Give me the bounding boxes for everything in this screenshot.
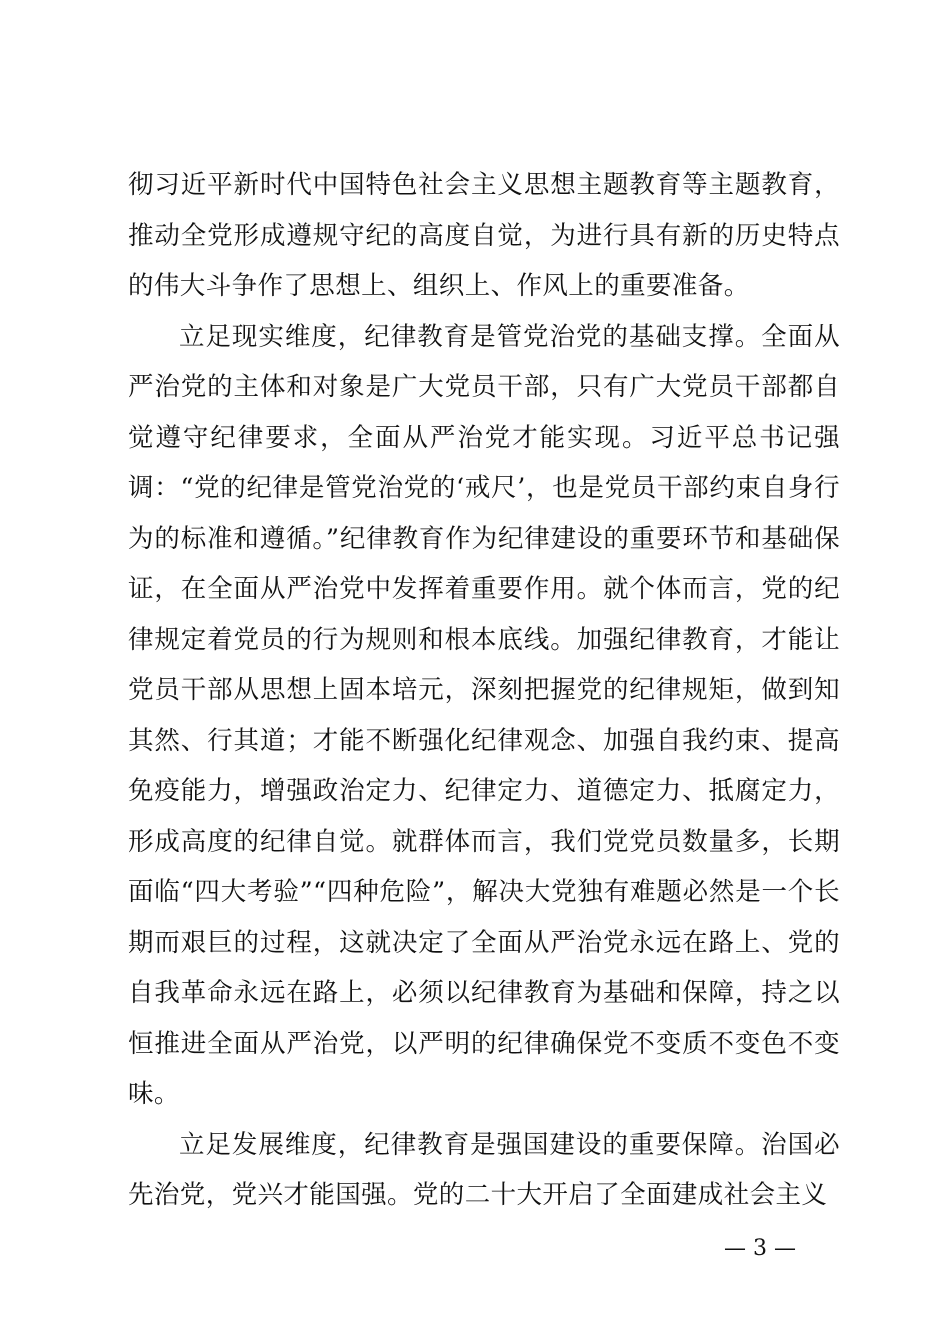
paragraph-continuation: 彻习近平新时代中国特色社会主义思想主题教育等主题教育，推动全党形成遵规守纪的高度自觉，为进行具有新的历史特点的伟大斗争作了思想上、组织上、作风上的重要准备。: [128, 170, 840, 301]
paragraph-development-dimension: 立足发展维度，纪律教育是强国建设的重要保障。治国必先治党，党兴才能国强。党的二十大开启了全面建成社会主义: [128, 1129, 840, 1210]
paragraph-reality-dimension: 立足现实维度，纪律教育是管党治党的基础支撑。全面从严治党的主体和对象是广大党员干部，只有广大党员干部都自觉遵守纪律要求，全面从严治党才能实现。习近平总书记强调：“党的纪律是管党治党的‘戒尺’，也是党员干部约束自身行为的标准和遵循。”纪律教育作为纪律建设的重要环节和基础保证，在全面从严治党中发挥着重要作用。就个体而言，党的纪律规定着党员的行为规则和根本底线。加强纪律教育，才能让党员干部从思想上固本培元，深刻把握党的纪律规矩，做到知其然、行其道；才能不断强化纪律观念、加强自我约束、提高免疫能力，增强政治定力、纪律定力、道德定力、抵腐定力，形成高度的纪律自觉。就群体而言，我们党党员数量多，长期面临“四大考验”“四种危险”，解决大党独有难题必然是一个长期而艰巨的过程，这就决定了全面从严治党永远在路上、党的自我革命永远在路上，必须以纪律教育为基础和保障，持之以恒推进全面从严治党，以严明的纪律确保党不变质不变色不变味。: [128, 321, 840, 1109]
body-text: [128, 160, 840, 1221]
page-number: — 3 —: [724, 1236, 796, 1261]
